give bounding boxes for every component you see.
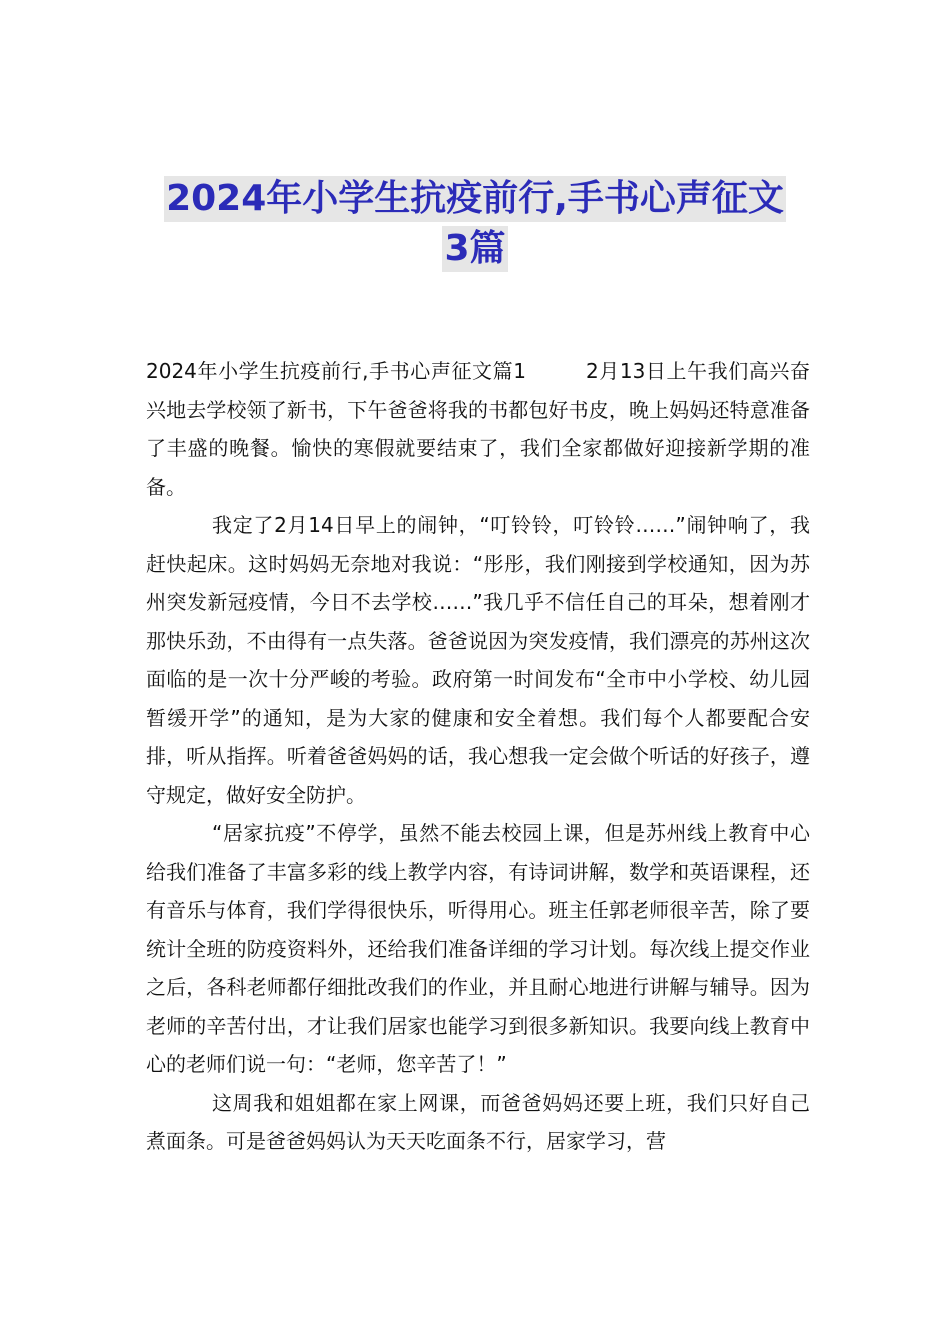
paragraph-1 — [146, 352, 810, 506]
title-line-2: 3篇 — [442, 226, 507, 272]
paragraph-2: 我定了2月14日早上的闹钟，“叮铃铃，叮铃铃……”闹钟响了，我赶快起床。这时妈妈无奈地对我说：“彤彤，我们刚接到学校通知，因为苏州突发新冠疫情，今日不去学校……”我几乎不信任自己的耳朵，想着刚才那快乐劲，不由得有一点失落。爸爸说因为突发疫情，我们漂亮的苏州这次面临的是一次十分严峻的考验。政府第一时间发布“全市中小学校、幼儿园暂缓开学”的通知，是为大家的健康和安全着想。我们每个人都要配合安排，听从指挥。听着爸爸妈妈的话，我心想我一定会做个听话的好孩子，遵守规定，做好安全防护。 — [146, 513, 810, 807]
paragraph-4: 这周我和姐姐都在家上网课，而爸爸妈妈还要上班，我们只好自己煮面条。可是爸爸妈妈认为天天吃面条不行，居家学习，营 — [146, 1090, 810, 1153]
paragraph-3: “居家抗疫”不停学，虽然不能去校园上课，但是苏州线上教育中心给我们准备了丰富多彩的线上教学内容，有诗词讲解，数学和英语课程，还有音乐与体育，我们学得很快乐，听得用心。班主任郭老师很辛苦，除了要统计全班的防疫资料外，还给我们准备详细的学习计划。每次线上提交作业之后，各科老师都仔细批改我们的作业，并且耐心地进行讲解与辅导。因为老师的辛苦付出，才让我们居家也能学习到很多新知识。我要向线上教育中心的老师们说一句：“老师，您辛苦了！” — [146, 821, 810, 1076]
title-line-1: 2024年小学生抗疫前行,手书心声征文 — [164, 176, 786, 222]
document-body — [146, 352, 810, 1161]
section-label: 2024年小学生抗疫前行,手书心声征文篇1 — [146, 359, 526, 383]
document-title — [0, 176, 950, 276]
paragraph-1-text: 2月13日上午我们高兴奋兴地去学校领了新书，下午爸爸将我的书都包好书皮，晚上妈妈还特意准备了丰盛的晚餐。愉快的寒假就要结束了，我们全家都做好迎接新学期的准备。 — [146, 359, 810, 499]
